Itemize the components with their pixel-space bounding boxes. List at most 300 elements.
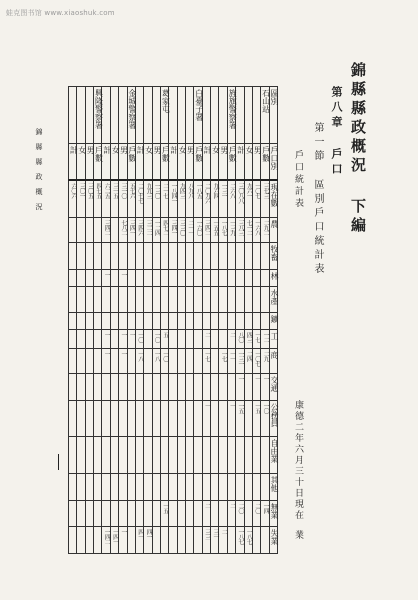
table-cell	[261, 313, 269, 330]
table-cell	[219, 286, 227, 313]
table-cell-text: 二	[203, 331, 211, 337]
table-cell	[110, 527, 118, 554]
table-cell	[202, 374, 210, 401]
category-label	[269, 400, 280, 437]
table-cell	[110, 243, 118, 270]
table-cell	[127, 217, 135, 242]
table-cell-text: 一八	[153, 350, 161, 361]
table-cell	[94, 243, 102, 270]
table-cell	[144, 500, 152, 527]
table-cell	[211, 473, 219, 500]
table-cell	[169, 243, 177, 270]
table-cell	[152, 329, 160, 348]
table-cell-text: 三二二	[145, 219, 153, 235]
type-header-row	[69, 143, 278, 180]
table-cell	[186, 500, 194, 527]
category-row	[69, 217, 278, 242]
page-mark	[58, 454, 59, 470]
table-cell-text: 一	[119, 331, 127, 337]
table-cell	[244, 437, 252, 474]
table-cell	[152, 374, 160, 401]
table-cell	[177, 313, 185, 330]
page-title: 錦縣縣政概況 下編	[349, 62, 367, 236]
table-cell	[169, 400, 177, 437]
table-cell	[144, 437, 152, 474]
table-cell-text: 一二四	[153, 219, 161, 235]
table-cell	[194, 329, 202, 348]
table-cell	[202, 473, 210, 500]
table-cell	[202, 313, 210, 330]
table-cell-text: 一〇七	[253, 183, 261, 199]
district-header-row	[69, 87, 278, 144]
table-cell	[186, 329, 194, 348]
type-cell	[77, 143, 85, 180]
table-cell	[77, 473, 85, 500]
table-cell	[227, 400, 235, 437]
table-cell	[211, 313, 219, 330]
table-cell	[186, 243, 194, 270]
table-cell	[219, 243, 227, 270]
category-label	[269, 348, 280, 373]
table-cell-text: 二四	[245, 350, 253, 361]
table-cell	[119, 269, 127, 286]
table-cell	[127, 286, 135, 313]
table-cell-text: 一二	[262, 331, 270, 342]
table-cell	[252, 527, 260, 554]
table-cell	[211, 374, 219, 401]
category-label-text: 牧畜	[270, 245, 280, 262]
table-cell-text: 一八七	[245, 529, 253, 545]
table-cell	[160, 269, 168, 286]
table-cell	[119, 473, 127, 500]
table-cell-text: 一	[237, 376, 245, 382]
type-cell	[177, 143, 188, 180]
table-cell	[135, 437, 143, 474]
table-cell-text: 一〇七	[253, 350, 261, 366]
table-cell	[252, 348, 260, 373]
column-sub-label-text: 戶口別	[270, 145, 280, 170]
table-cell	[127, 329, 135, 348]
category-label	[269, 527, 280, 554]
table-cell	[236, 473, 244, 500]
census-table	[68, 86, 278, 554]
table-cell	[152, 437, 160, 474]
table-cell	[110, 180, 118, 217]
type-cell	[244, 143, 252, 180]
district-cell	[85, 87, 93, 144]
table-cell	[177, 400, 185, 437]
table-cell	[244, 286, 252, 313]
type-cell	[227, 143, 238, 180]
table-cell	[227, 374, 235, 401]
table-cell	[69, 269, 77, 286]
table-cell-text: 一六〇	[195, 219, 203, 235]
table-cell	[94, 400, 102, 437]
table-cell	[135, 217, 143, 242]
table-cell	[110, 348, 118, 373]
table-cell	[252, 313, 260, 330]
table-cell	[194, 437, 202, 474]
table-cell	[236, 286, 244, 313]
table-cell	[160, 527, 168, 554]
category-row	[69, 500, 278, 527]
table-cell-text: 一五	[161, 502, 169, 513]
type-cell-text: 計	[136, 145, 146, 154]
table-cell	[144, 313, 152, 330]
type-cell-text: 戶數	[161, 145, 171, 162]
table-cell	[261, 243, 269, 270]
table-cell	[244, 527, 252, 554]
table-cell	[152, 348, 160, 373]
table-cell-text: 一〇	[262, 402, 270, 413]
watermark: 蛙克图书馆 www.xiaoshuk.com	[6, 9, 115, 17]
table-cell	[77, 374, 85, 401]
table-cell	[119, 217, 127, 242]
table-cell	[202, 243, 210, 270]
category-row	[69, 313, 278, 330]
table-cell	[102, 286, 110, 313]
table-cell	[202, 527, 210, 554]
table-cell-text: 一七	[220, 350, 228, 361]
table-cell-text: 四七五	[94, 183, 102, 199]
table-cell	[144, 286, 152, 313]
table-cell	[219, 374, 227, 401]
table-cell-text: 三三〇	[178, 219, 186, 235]
table-cell	[169, 348, 177, 373]
table-cell	[85, 217, 93, 242]
table-cell	[194, 286, 202, 313]
table-cell	[211, 329, 219, 348]
table-cell-text: 三三	[203, 529, 211, 540]
table-cell	[144, 329, 152, 348]
table-cell	[252, 473, 260, 500]
table-cell	[94, 437, 102, 474]
table-cell	[119, 243, 127, 270]
type-cell-text: 戶數	[261, 145, 271, 162]
table-cell	[211, 243, 219, 270]
table-cell-text: 四七二	[161, 219, 169, 235]
district-cell-text: 興隆警察署	[94, 89, 104, 129]
section-title: 第一節 區別戶口統計表	[312, 122, 323, 277]
table-cell	[152, 527, 160, 554]
category-label-text: 交通	[270, 376, 280, 393]
table-cell	[202, 329, 210, 348]
table-cell	[85, 400, 93, 437]
category-label	[269, 437, 280, 474]
table-cell-text: 一四二	[103, 529, 111, 545]
table-cell	[94, 500, 102, 527]
table-cell	[85, 286, 93, 313]
table-cell-text: 一	[103, 331, 111, 337]
table-cell	[252, 400, 260, 437]
table-cell	[194, 243, 202, 270]
table-cell	[110, 473, 118, 500]
table-cell	[227, 473, 235, 500]
table-cell-text: 七八二	[119, 219, 127, 235]
table-cell-text: 一三九	[228, 219, 236, 235]
table-cell	[219, 473, 227, 500]
table-cell-text: 二〇七七	[136, 183, 144, 204]
table-cell-text: 二九	[262, 350, 270, 361]
type-cell	[261, 143, 269, 180]
chapter-title: 第八章 戶口	[330, 86, 343, 178]
table-cell	[160, 400, 168, 437]
table-cell-text: 二一一	[186, 219, 194, 235]
table-cell-text: 一〇	[153, 331, 161, 342]
table-cell-text: 一	[119, 350, 127, 356]
table-cell	[69, 313, 77, 330]
district-cell	[144, 87, 152, 144]
table-cell	[219, 500, 227, 527]
table-cell	[160, 348, 168, 373]
district-cell	[69, 87, 77, 144]
table-cell-text: 三〇八八	[237, 183, 245, 204]
table-cell	[261, 400, 269, 437]
type-cell-text: 戶數	[228, 145, 238, 162]
table-cell	[194, 348, 202, 373]
table-cell	[69, 374, 77, 401]
table-cell	[102, 243, 110, 270]
table-cell	[177, 180, 185, 217]
table-cell-text: 五	[161, 331, 169, 337]
table-cell-text: 二六八	[228, 183, 236, 199]
category-label-text: 工	[270, 331, 280, 340]
table-cell	[135, 329, 143, 348]
table-cell	[252, 437, 260, 474]
table-cell	[211, 348, 219, 373]
table-cell	[77, 243, 85, 270]
table-cell	[244, 217, 252, 242]
category-label-text: 失業	[270, 529, 280, 546]
category-row	[69, 286, 278, 313]
table-cell-text: 一八七	[220, 219, 228, 235]
table-cell	[85, 527, 93, 554]
table-cell-text: 一一	[228, 350, 236, 361]
district-cell	[211, 87, 219, 144]
category-label-text: 農	[270, 219, 280, 228]
table-cell-text: 一	[128, 331, 136, 337]
table-cell	[169, 473, 177, 500]
category-label-text: 商	[270, 350, 280, 359]
table-cell	[177, 217, 185, 242]
table-cell	[152, 500, 160, 527]
table-cell	[160, 217, 168, 242]
table-cell	[202, 400, 210, 437]
table-cell	[236, 269, 244, 286]
table-cell	[227, 329, 235, 348]
table-cell	[127, 500, 135, 527]
table-cell	[160, 374, 168, 401]
table-cell	[110, 286, 118, 313]
table-cell	[244, 500, 252, 527]
table-cell	[127, 313, 135, 330]
table-cell-text: 一七	[203, 350, 211, 361]
type-cell-text: 男	[119, 145, 129, 154]
district-cell	[219, 87, 227, 144]
table-cell-text: 一	[103, 271, 111, 277]
table-cell-text: 一五五	[211, 219, 219, 235]
table-cell	[244, 374, 252, 401]
type-cell-text: 計	[169, 145, 179, 154]
table-cell	[160, 500, 168, 527]
category-label-text: 無業	[270, 502, 280, 519]
table-cell-text: 一	[203, 402, 211, 408]
table-cell	[69, 217, 77, 242]
category-label	[269, 180, 280, 217]
table-cell	[119, 437, 127, 474]
table-cell	[77, 348, 85, 373]
table-cell	[227, 527, 235, 554]
table-cell	[186, 374, 194, 401]
table-cell	[119, 527, 127, 554]
table-cell-text: 九六四	[211, 183, 219, 199]
table-cell	[69, 348, 77, 373]
table-cell-text: 九六一	[245, 183, 253, 199]
table-cell	[69, 437, 77, 474]
table-cell	[94, 527, 102, 554]
table-cell	[252, 286, 260, 313]
table-cell	[77, 217, 85, 242]
table-cell	[135, 243, 143, 270]
table-cell	[127, 473, 135, 500]
category-row	[69, 400, 278, 437]
type-cell	[152, 143, 160, 180]
table-cell	[261, 217, 269, 242]
table-cell	[85, 313, 93, 330]
table-cell-text: 一四	[262, 502, 270, 513]
table-cell	[169, 374, 177, 401]
table-cell	[127, 527, 135, 554]
type-cell	[211, 143, 219, 180]
category-label	[269, 286, 280, 313]
category-label	[269, 269, 280, 286]
table-cell	[69, 400, 77, 437]
table-cell	[69, 180, 77, 217]
table-cell	[69, 286, 77, 313]
table-cell	[77, 313, 85, 330]
category-row	[69, 180, 278, 217]
column-sub-label	[269, 143, 280, 180]
table-subtitle: 戶口統計表	[293, 150, 303, 210]
category-label-text: 現在數	[270, 183, 280, 208]
table-cell	[127, 180, 135, 217]
table-cell	[85, 473, 93, 500]
type-cell	[144, 143, 152, 180]
table-cell	[194, 313, 202, 330]
table-cell	[94, 313, 102, 330]
table-cell	[169, 329, 177, 348]
table-cell	[102, 400, 110, 437]
table-cell	[236, 500, 244, 527]
table-cell-text: 三四一	[170, 219, 178, 235]
table-cell	[194, 180, 202, 217]
table-cell-text: 一八五	[195, 183, 203, 199]
table-cell	[211, 269, 219, 286]
table-cell	[102, 180, 110, 217]
table-cell	[202, 217, 210, 242]
type-cell	[119, 143, 127, 180]
category-label	[269, 500, 280, 527]
table-cell	[119, 348, 127, 373]
table-cell	[194, 473, 202, 500]
table-cell-text: 三四二	[203, 219, 211, 235]
category-label-text: 水產	[270, 288, 280, 305]
type-cell-text: 戶數	[94, 145, 104, 162]
category-row	[69, 329, 278, 348]
table-cell	[202, 269, 210, 286]
table-cell	[152, 286, 160, 313]
table-cell-text: 一五	[237, 402, 245, 413]
table-cell	[261, 348, 269, 373]
district-cell-text: 石山站	[261, 89, 271, 113]
type-cell-text: 男	[152, 145, 162, 154]
table-cell	[102, 217, 110, 242]
table-cell	[252, 329, 260, 348]
table-cell	[227, 437, 235, 474]
table-cell	[102, 500, 110, 527]
table-cell	[69, 243, 77, 270]
table-cell-text: 三一	[211, 529, 219, 540]
table-cell-text: 一	[253, 376, 261, 382]
table-cell	[186, 269, 194, 286]
table-cell	[119, 286, 127, 313]
table-cell-text: 一	[262, 376, 270, 382]
table-cell	[219, 217, 227, 242]
table-cell	[177, 374, 185, 401]
table-cell-text: 一五	[253, 402, 261, 413]
table-cell	[252, 500, 260, 527]
table-cell	[252, 217, 260, 242]
table-cell	[236, 348, 244, 373]
category-row	[69, 374, 278, 401]
table-cell	[194, 217, 202, 242]
table-cell-text: 二	[228, 502, 236, 508]
table-cell	[135, 374, 143, 401]
table-cell	[219, 437, 227, 474]
table-cell	[135, 400, 143, 437]
table-cell	[244, 400, 252, 437]
table-cell	[102, 437, 110, 474]
table-cell	[144, 400, 152, 437]
category-label-text: 鑛	[270, 315, 280, 324]
table-cell	[127, 400, 135, 437]
table-cell	[261, 473, 269, 500]
table-cell	[261, 374, 269, 401]
table-cell	[119, 500, 127, 527]
table-cell	[194, 527, 202, 554]
table-cell	[177, 329, 185, 348]
table-cell	[194, 400, 202, 437]
table-cell	[186, 473, 194, 500]
table-cell-text: 一三一	[237, 350, 245, 366]
table-cell-text: 一〇	[161, 350, 169, 361]
type-cell-text: 男	[253, 145, 263, 154]
table-cell	[227, 180, 235, 217]
table-cell	[85, 180, 93, 217]
table-cell	[119, 329, 127, 348]
table-cell	[202, 500, 210, 527]
table-cell	[186, 527, 194, 554]
column-label-text: 區別	[270, 89, 280, 105]
unit-label: 業	[293, 530, 303, 539]
table-cell	[77, 437, 85, 474]
type-cell-text: 戶數	[194, 145, 204, 162]
table-cell	[169, 286, 177, 313]
type-cell	[85, 143, 96, 180]
table-cell	[177, 473, 185, 500]
table-cell	[94, 269, 102, 286]
table-cell	[169, 437, 177, 474]
